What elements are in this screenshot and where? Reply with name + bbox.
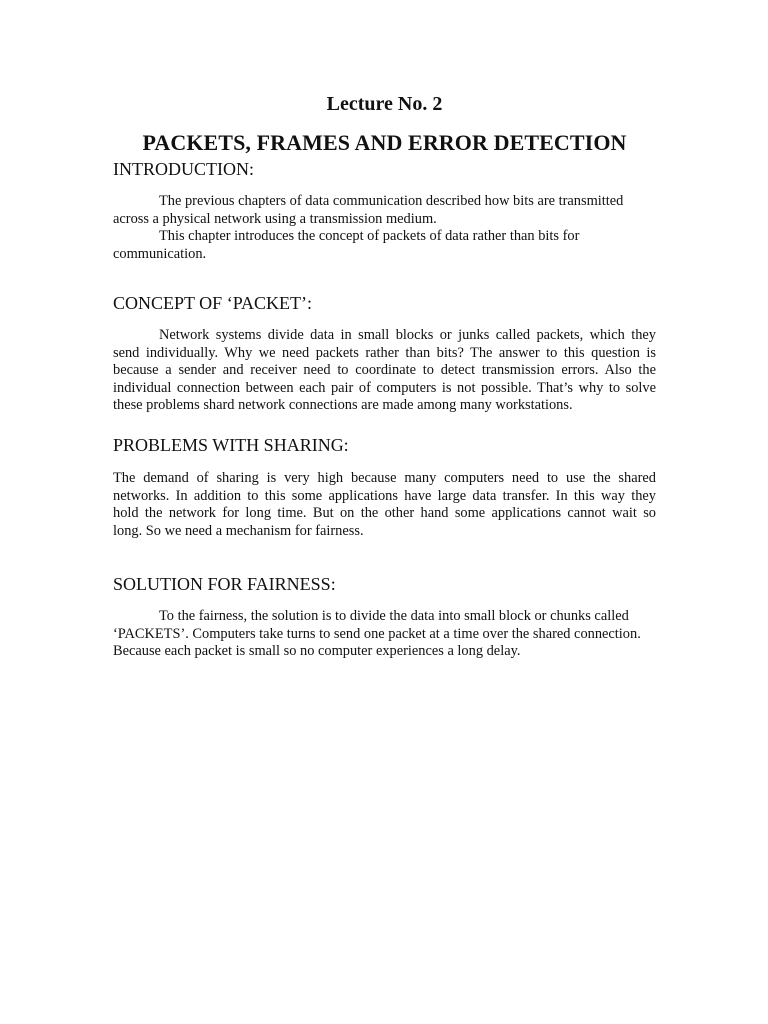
paragraph-line: To the fairness, the solution is to divide the data into small block or chunks called <box>159 608 629 624</box>
paragraph-line: these problems shard network connections are made among many workstations. <box>113 397 573 414</box>
introduction-paragraph <box>113 193 656 263</box>
fairness-paragraph <box>113 608 656 661</box>
paragraph-line: send individually. Why we need packets rather than bits? The answer to this question is <box>113 344 656 361</box>
section-heading-introduction: INTRODUCTION: <box>113 159 254 179</box>
paragraph-line: across a physical network using a transmission medium. <box>113 210 437 227</box>
paragraph-line: Because each packet is small so no computer experiences a long delay. <box>113 643 521 660</box>
sharing-paragraph <box>113 470 656 540</box>
paragraph-line: because a sender and receiver need to coordinate to detect transmission errors. Also the <box>113 362 656 379</box>
paragraph-line: Network systems divide data in small blocks or junks called packets, which they <box>159 327 656 343</box>
paragraph-line: long. So we need a mechanism for fairness. <box>113 522 364 539</box>
paragraph-line: communication. <box>113 245 207 262</box>
section-heading-problems-with-sharing: PROBLEMS WITH SHARING: <box>113 435 349 455</box>
document-title: PACKETS, FRAMES AND ERROR DETECTION <box>142 130 627 155</box>
paragraph-line: The demand of sharing is very high because many computers need to use the shared <box>113 470 656 486</box>
section-heading-concept-of-packet: CONCEPT OF ‘PACKET’: <box>113 293 313 313</box>
paragraph-line: The previous chapters of data communication described how bits are transmitted <box>159 193 624 209</box>
concept-paragraph <box>113 327 656 415</box>
paragraph-line: This chapter introduces the concept of packets of data rather than bits for <box>159 228 580 245</box>
lecture-number-heading: Lecture No. 2 <box>326 93 443 115</box>
paragraph-line: hold the network for long time. But on the other hand some applications cannot wait so <box>113 505 656 522</box>
paragraph-line: individual connection between each pair of computers is not possible. That’s why to solve <box>113 379 656 396</box>
paragraph-line: ‘PACKETS’. Computers take turns to send one packet at a time over the shared connection. <box>113 625 641 642</box>
section-heading-solution-for-fairness: SOLUTION FOR FAIRNESS: <box>113 574 336 594</box>
paragraph-line: networks. In addition to this some applications have large data transfer. In this way they <box>113 487 656 504</box>
